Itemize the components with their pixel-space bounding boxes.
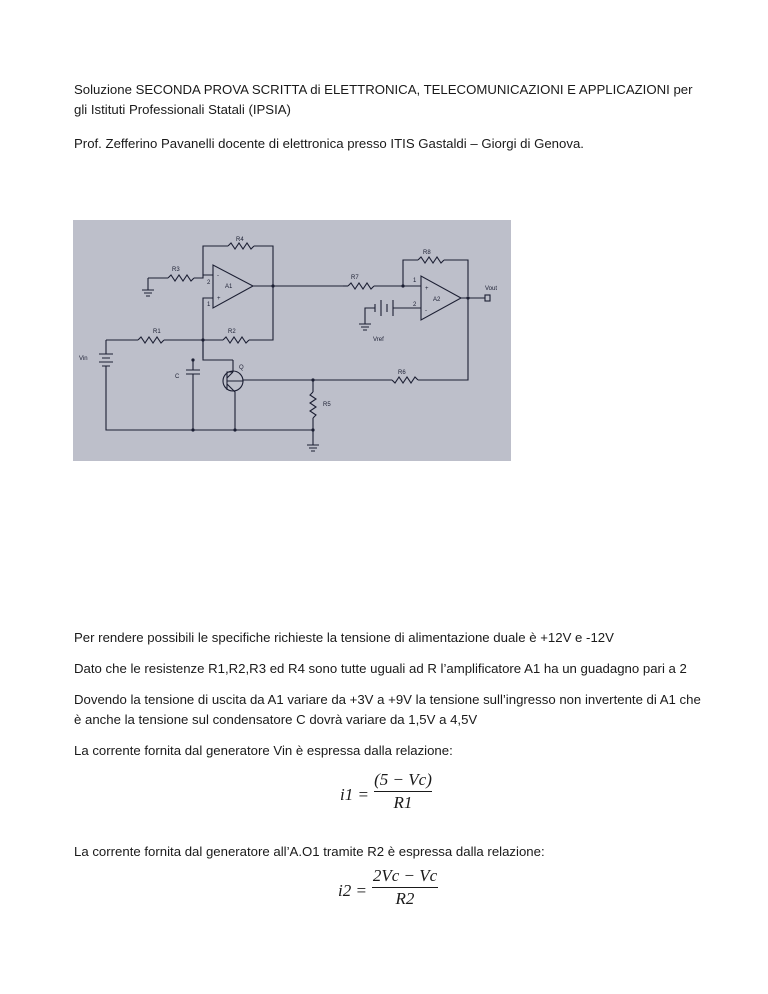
label-pin-a2-2: 2 (413, 302, 417, 308)
equation-i1-denominator: R1 (393, 793, 413, 812)
equation-i1 (340, 770, 460, 822)
label-r1: R1 (153, 329, 161, 335)
label-a2: A2 (433, 297, 441, 303)
label-r8: R8 (423, 250, 431, 256)
author-line: Prof. Zefferino Pavanelli docente di elettronica presso ITIS Gastaldi – Giorgi di Genova. (74, 136, 584, 151)
label-a1-minus: - (217, 273, 219, 279)
equation-i2-numerator: 2Vc − Vc (372, 866, 438, 885)
label-q: Q (239, 365, 244, 371)
label-a2-plus: + (425, 286, 429, 292)
label-a1-plus: + (217, 296, 221, 302)
label-vin: Vin (79, 356, 88, 362)
equation-i1-fraction (374, 770, 432, 813)
label-vref: Vref (373, 337, 384, 343)
label-r3: R3 (172, 267, 180, 273)
equation-i2-fraction (372, 866, 438, 909)
circuit-schematic (73, 220, 511, 461)
fraction-bar (372, 887, 438, 888)
label-pin-a1-2: 2 (207, 280, 211, 286)
equation-i2 (338, 866, 458, 918)
label-r2: R2 (228, 329, 236, 335)
label-r4: R4 (236, 237, 244, 243)
label-vout: Vout (485, 286, 498, 292)
paragraph-current-vin: La corrente fornita dal generatore Vin è espressa dalla relazione: (74, 743, 453, 758)
paragraph-current-r2: La corrente fornita dal generatore all’A.O1 tramite R2 è espressa dalla relazione: (74, 844, 545, 859)
label-a2-minus: - (425, 308, 427, 314)
equation-i2-lhs: i2 = (338, 881, 367, 900)
label-pin-a2-1: 1 (413, 278, 417, 284)
document-title: Soluzione SECONDA PROVA SCRITTA di ELETTRONICA, TELECOMUNICAZIONI E APPLICAZIONI per gli Istituti Professionali Statali (IPSIA) (74, 82, 693, 117)
label-a1: A1 (225, 284, 233, 290)
equation-i1-lhs: i1 = (340, 785, 369, 804)
circuit-photo (73, 220, 511, 461)
paragraph-gain: Dato che le resistenze R1,R2,R3 ed R4 sono tutte uguali ad R l’amplificatore A1 ha un guadagno pari a 2 (74, 661, 687, 676)
label-r6: R6 (398, 370, 406, 376)
equation-i2-denominator: R2 (395, 889, 415, 908)
label-r7: R7 (351, 275, 359, 281)
paragraph-power-supply: Per rendere possibili le specifiche richieste la tensione di alimentazione duale è +12V e -12V (74, 630, 614, 645)
equation-i1-numerator: (5 − Vc) (374, 770, 432, 789)
label-r5: R5 (323, 402, 331, 408)
paragraph-voltage-range: Dovendo la tensione di uscita da A1 variare da +3V a +9V la tensione sull’ingresso non invertente di A1 che è anche la tensione sul condensatore C dovrà variare da 1,5V a 4,5V (74, 692, 701, 727)
label-pin-a1-1: 1 (207, 302, 211, 308)
fraction-bar (374, 791, 432, 792)
label-c: C (175, 374, 180, 380)
